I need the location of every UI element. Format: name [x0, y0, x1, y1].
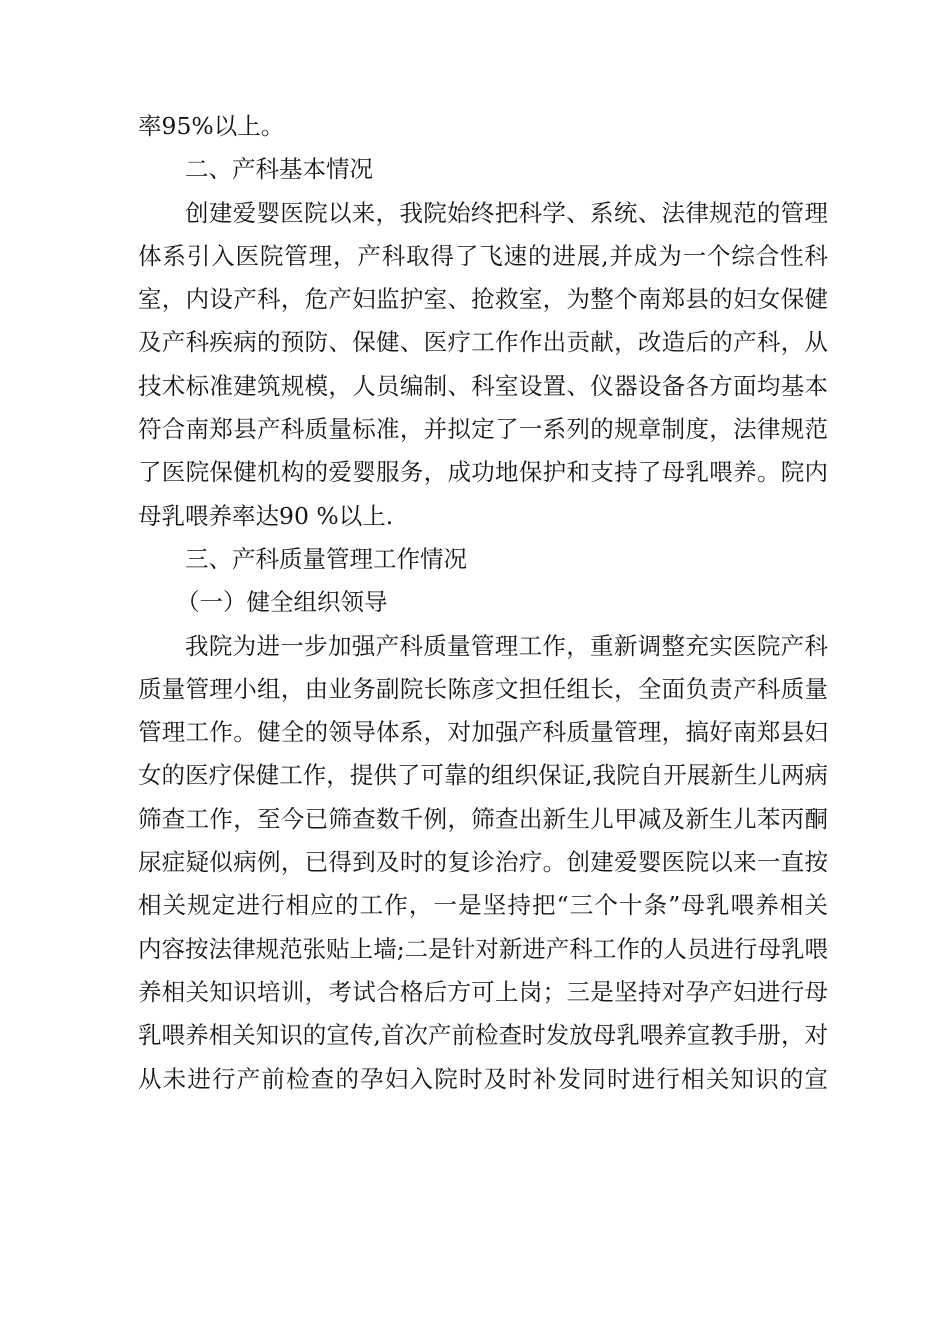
paragraph-line: 创建爱婴医院以来，我院始终把科学、系统、法律规范的管理	[185, 198, 828, 227]
paragraph-line: 相关规定进行相应的工作，一是坚持把“三个十条”母乳喂养相关	[138, 891, 828, 920]
paragraph-line: 从未进行产前检查的孕妇入院时及时补发同时进行相关知识的宣	[138, 1064, 828, 1093]
paragraph-line: 乳喂养相关知识的宣传,首次产前检查时发放母乳喂养宣教手册，对	[138, 1021, 828, 1050]
paragraph-line: 体系引入医院管理，产科取得了飞速的进展,并成为一个综合性科	[138, 241, 828, 270]
paragraph-line: 我院为进一步加强产科质量管理工作，重新调整充实医院产科	[185, 631, 828, 660]
section-heading-2: 二、产科基本情况	[185, 155, 373, 184]
paragraph-line: 女的医疗保健工作，提供了可靠的组织保证,我院自开展新生儿两病	[138, 761, 828, 790]
paragraph-line: 室，内设产科，危产妇监护室、抢救室，为整个南郑县的妇女保健	[138, 285, 828, 314]
section-heading-3: 三、产科质量管理工作情况	[185, 544, 467, 573]
paragraph-line: 筛查工作，至今已筛查数千例，筛查出新生儿甲减及新生儿苯丙酮	[138, 804, 828, 833]
paragraph-continuation: 率95%以上。	[138, 112, 285, 140]
paragraph-line: 管理工作。健全的领导体系，对加强产科质量管理，搞好南郑县妇	[138, 718, 828, 747]
paragraph-line: 质量管理小组，由业务副院长陈彦文担任组长，全面负责产科质量	[138, 674, 828, 703]
document-body	[138, 105, 828, 1101]
paragraph-line: 了医院保健机构的爱婴服务，成功地保护和支持了母乳喂养。院内	[138, 458, 828, 487]
paragraph-line: 尿症疑似病例，已得到及时的复诊治疗。创建爱婴医院以来一直按	[138, 848, 828, 877]
paragraph-line-last: 母乳喂养率达90 %以上.	[138, 501, 394, 530]
subsection-heading-1: （一）健全组织领导	[176, 588, 388, 617]
paragraph-line: 符合南郑县产科质量标准，并拟定了一系列的规章制度，法律规范	[138, 415, 828, 444]
paragraph-line: 内容按法律规范张贴上墙;二是针对新进产科工作的人员进行母乳喂	[138, 934, 828, 963]
paragraph-line: 技术标准建筑规模，人员编制、科室设置、仪器设备各方面均基本	[138, 371, 828, 400]
paragraph-line: 及产科疾病的预防、保健、医疗工作作出贡献，改造后的产科，从	[138, 328, 828, 357]
paragraph-line: 养相关知识培训，考试合格后方可上岗；三是坚持对孕产妇进行母	[138, 977, 828, 1006]
